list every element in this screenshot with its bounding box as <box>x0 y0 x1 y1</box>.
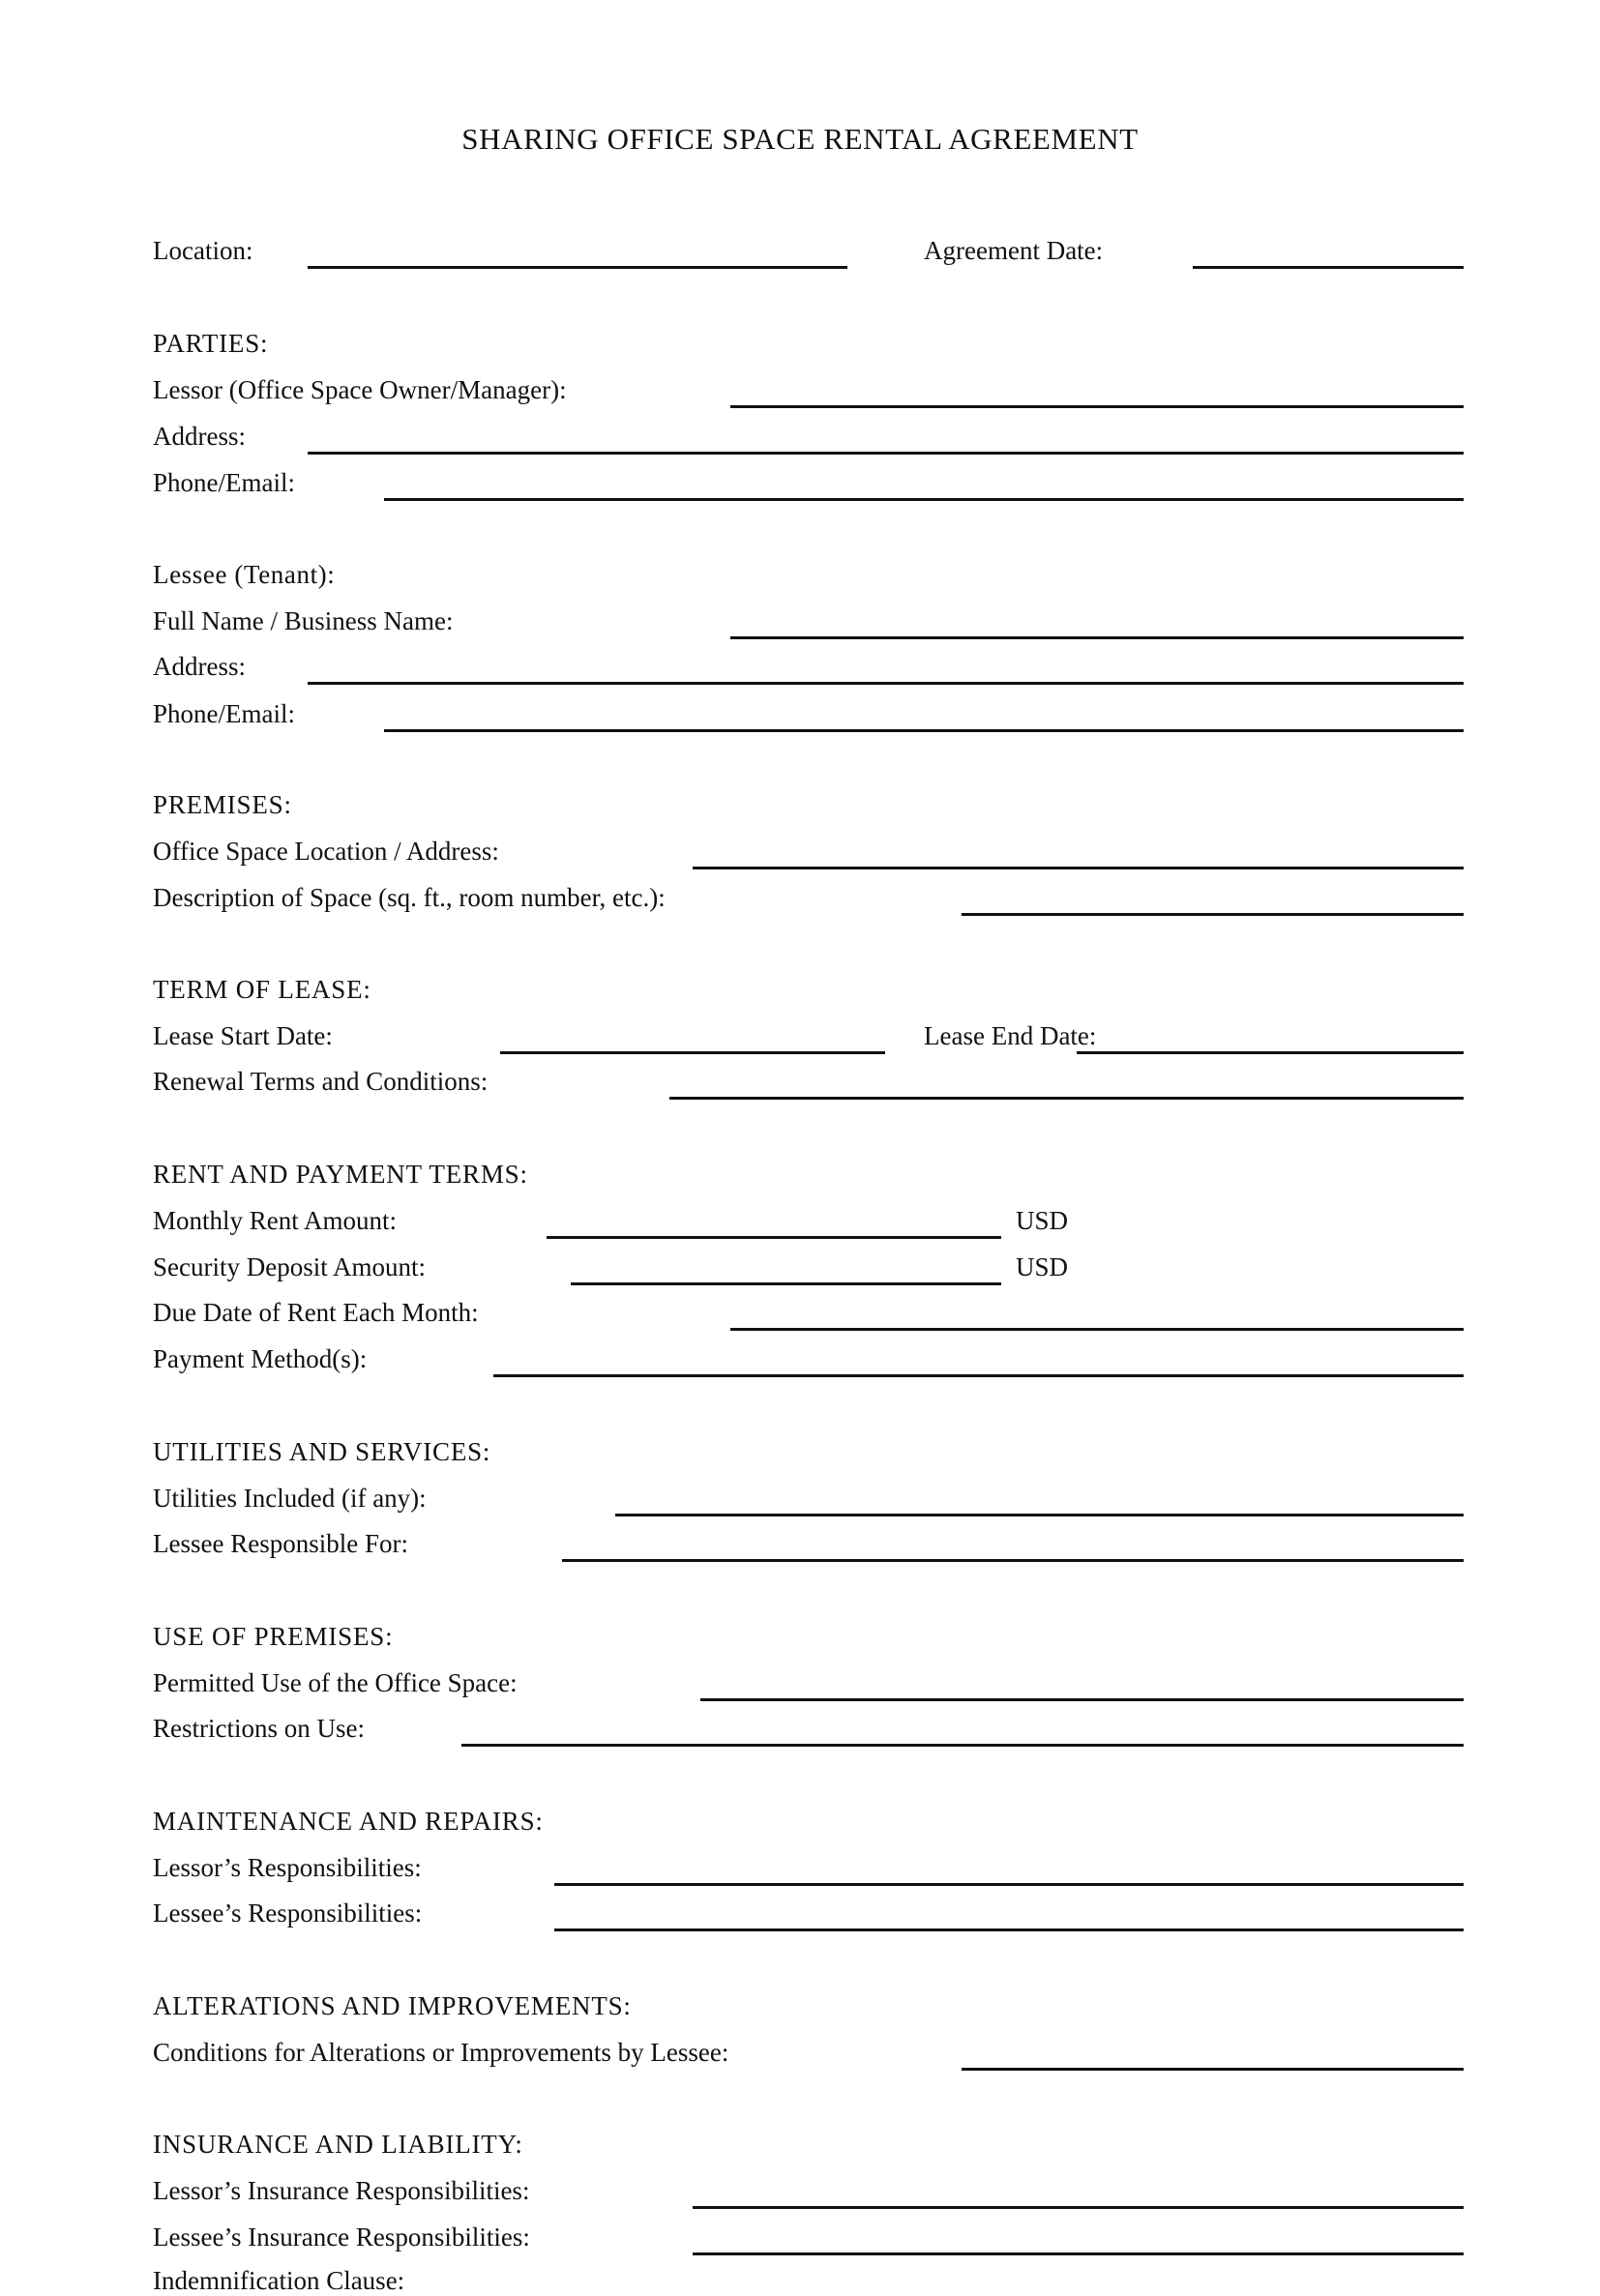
lessee-address-label: Address: <box>153 652 246 681</box>
indemnification-label: Indemnification Clause: <box>153 2266 405 2295</box>
lessor-address-label: Address: <box>153 422 246 451</box>
lessee-address-field[interactable] <box>308 682 1464 685</box>
lessee-name-field[interactable] <box>730 636 1464 639</box>
lessor-contact-label: Phone/Email: <box>153 468 295 497</box>
term-heading: TERM OF LEASE: <box>153 975 371 1004</box>
lessor-maintenance-label: Lessor’s Responsibilities: <box>153 1853 422 1882</box>
lessee-insurance-field[interactable] <box>693 2252 1464 2255</box>
lessee-maintenance-field[interactable] <box>554 1928 1464 1931</box>
lessor-field[interactable] <box>730 405 1464 408</box>
alterations-heading: ALTERATIONS AND IMPROVEMENTS: <box>153 1991 632 2020</box>
deposit-unit: USD <box>1016 1252 1069 1281</box>
permitted-use-field[interactable] <box>700 1698 1464 1701</box>
lessee-responsible-label: Lessee Responsible For: <box>153 1529 408 1558</box>
renewal-field[interactable] <box>669 1097 1464 1100</box>
permitted-use-label: Permitted Use of the Office Space: <box>153 1668 518 1697</box>
location-label: Location: <box>153 236 253 265</box>
alterations-conditions-label: Conditions for Alterations or Improvements by Lessee: <box>153 2038 729 2067</box>
parties-heading: PARTIES: <box>153 329 269 358</box>
lease-start-label: Lease Start Date: <box>153 1021 333 1050</box>
restrictions-label: Restrictions on Use: <box>153 1714 365 1743</box>
lessee-name-label: Full Name / Business Name: <box>153 606 454 635</box>
premises-heading: PREMISES: <box>153 790 292 819</box>
agreement-date-field[interactable] <box>1193 266 1464 269</box>
lessor-insurance-label: Lessor’s Insurance Responsibilities: <box>153 2176 530 2205</box>
lease-end-field[interactable] <box>1077 1051 1464 1054</box>
location-field[interactable] <box>308 266 847 269</box>
lessee-responsible-field[interactable] <box>562 1559 1464 1562</box>
deposit-field[interactable] <box>571 1282 1001 1285</box>
utilities-included-field[interactable] <box>615 1514 1464 1516</box>
lessor-address-field[interactable] <box>308 452 1464 455</box>
alterations-conditions-field[interactable] <box>962 2068 1464 2071</box>
lease-end-label: Lease End Date: <box>924 1021 1097 1050</box>
lessor-maintenance-field[interactable] <box>554 1883 1464 1886</box>
monthly-rent-field[interactable] <box>547 1236 1001 1239</box>
lessee-contact-label: Phone/Email: <box>153 699 295 728</box>
use-heading: USE OF PREMISES: <box>153 1622 394 1651</box>
lessee-heading: Lessee (Tenant): <box>153 560 336 589</box>
utilities-heading: UTILITIES AND SERVICES: <box>153 1437 491 1466</box>
premises-description-label: Description of Space (sq. ft., room number, etc.): <box>153 883 666 912</box>
lessee-maintenance-label: Lessee’s Responsibilities: <box>153 1899 423 1928</box>
due-date-field[interactable] <box>730 1328 1464 1331</box>
insurance-heading: INSURANCE AND LIABILITY: <box>153 2130 523 2159</box>
lessee-contact-field[interactable] <box>384 729 1464 732</box>
lessor-label: Lessor (Office Space Owner/Manager): <box>153 375 567 404</box>
premises-location-label: Office Space Location / Address: <box>153 837 499 866</box>
due-date-label: Due Date of Rent Each Month: <box>153 1298 479 1327</box>
lease-start-field[interactable] <box>500 1051 885 1054</box>
monthly-rent-label: Monthly Rent Amount: <box>153 1206 398 1235</box>
monthly-rent-unit: USD <box>1016 1206 1069 1235</box>
utilities-included-label: Utilities Included (if any): <box>153 1484 427 1513</box>
restrictions-field[interactable] <box>461 1744 1464 1747</box>
payment-method-label: Payment Method(s): <box>153 1344 368 1373</box>
deposit-label: Security Deposit Amount: <box>153 1252 426 1281</box>
lessee-insurance-label: Lessee’s Insurance Responsibilities: <box>153 2222 530 2252</box>
lessor-contact-field[interactable] <box>384 498 1464 501</box>
premises-description-field[interactable] <box>962 913 1464 916</box>
renewal-label: Renewal Terms and Conditions: <box>153 1067 489 1096</box>
lessor-insurance-field[interactable] <box>693 2206 1464 2209</box>
agreement-date-label: Agreement Date: <box>924 236 1104 265</box>
maintenance-heading: MAINTENANCE AND REPAIRS: <box>153 1807 544 1836</box>
premises-location-field[interactable] <box>693 867 1464 869</box>
rent-heading: RENT AND PAYMENT TERMS: <box>153 1160 528 1189</box>
payment-method-field[interactable] <box>493 1374 1464 1377</box>
document-title: SHARING OFFICE SPACE RENTAL AGREEMENT <box>461 122 1139 156</box>
